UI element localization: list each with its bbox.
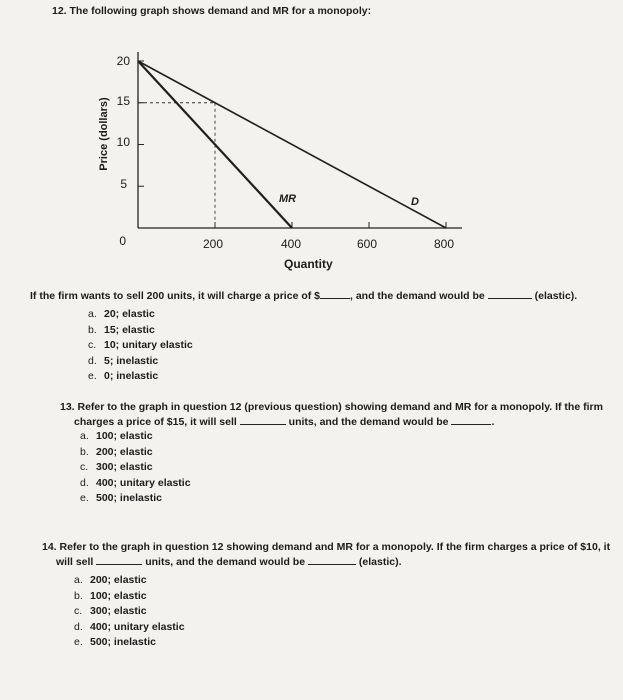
chart-xlabel: Quantity — [284, 257, 333, 271]
q13-options — [80, 429, 191, 507]
q14-option-b[interactable]: b. 100; elastic — [74, 589, 147, 602]
q14-option-e[interactable]: e. 500; inelastic — [74, 636, 156, 648]
q12-options — [88, 307, 193, 385]
q12-prompt-part2: , and the demand would be — [350, 290, 485, 302]
q12-option-a[interactable]: a. 20; elastic — [88, 308, 155, 320]
q14-line2-part2: units, and the demand would be — [145, 556, 306, 568]
q14-units-blank[interactable] — [96, 555, 142, 565]
chart-plot-area — [0, 0, 623, 300]
q12-option-e[interactable]: e. 0; inelastic — [88, 370, 159, 382]
q13-option-d[interactable]: d. 400; unitary elastic — [80, 476, 191, 489]
q13-option-c[interactable]: c. 300; elastic — [80, 461, 153, 473]
q14-line2-part1: will sell — [56, 556, 94, 568]
q14-option-d[interactable]: d. 400; unitary elastic — [74, 620, 185, 633]
y-tick-0: 0 — [119, 234, 126, 248]
x-tick-200: 200 — [203, 237, 224, 251]
y-tick-20: 20 — [116, 54, 130, 68]
q12-prompt-part1: If the firm wants to sell 200 units, it will charge a price of $ — [30, 290, 320, 302]
q13-option-a[interactable]: a. 100; elastic — [80, 430, 153, 442]
q12-title: 12. The following graph shows demand and MR for a monopoly: — [52, 5, 372, 17]
q13-option-b[interactable]: b. 200; elastic — [80, 445, 153, 458]
demand-curve-label: D — [411, 196, 419, 208]
q12-option-b[interactable]: b. 15; elastic — [88, 323, 155, 336]
q12-price-blank[interactable] — [320, 289, 350, 299]
q12-option-d[interactable]: d. 5; inelastic — [88, 354, 159, 367]
mr-curve-label: MR — [279, 193, 297, 205]
q14-prompt-line1: 14. Refer to the graph in question 12 showing demand and MR for a monopoly. If the firm charges a price of $10, it — [42, 541, 611, 553]
q14-line2-part3: (elastic). — [358, 556, 402, 568]
q13-line2-part2: units, and the demand would be — [288, 416, 449, 428]
q14-options — [74, 573, 185, 651]
y-tick-15: 15 — [116, 94, 130, 108]
x-tick-600: 600 — [357, 237, 378, 251]
mr-curve-line — [138, 61, 292, 228]
q12-prompt — [30, 289, 577, 304]
y-tick-10: 10 — [116, 135, 130, 149]
chart-ylabel: Price (dollars) — [98, 97, 110, 171]
x-tick-400: 400 — [281, 237, 302, 251]
q14-option-a[interactable]: a. 200; elastic — [74, 574, 147, 586]
q14-demand-blank[interactable] — [308, 555, 356, 565]
x-tick-800: 800 — [434, 237, 455, 251]
q12-option-c[interactable]: c. 10; unitary elastic — [88, 339, 193, 351]
q13-prompt-line1: 13. Refer to the graph in question 12 (previous question) showing demand and MR for a monopoly. If the firm — [60, 401, 603, 413]
q13-option-e[interactable]: e. 500; inelastic — [80, 492, 162, 504]
q13-demand-blank[interactable] — [451, 415, 491, 425]
q13-line2-part1: charges a price of $15, it will sell — [74, 416, 237, 428]
demand-curve-line — [138, 61, 446, 228]
q12-demand-blank[interactable] — [488, 289, 532, 299]
q13-prompt-line2: charges a price of $15, it will sell units, and the demand would be . — [74, 416, 495, 428]
q14-option-c[interactable]: c. 300; elastic — [74, 605, 147, 617]
q13-units-blank[interactable] — [240, 415, 286, 425]
q12-prompt-part3: (elastic). — [534, 290, 578, 302]
q14-prompt-line2 — [56, 555, 402, 570]
y-tick-5: 5 — [120, 177, 127, 191]
